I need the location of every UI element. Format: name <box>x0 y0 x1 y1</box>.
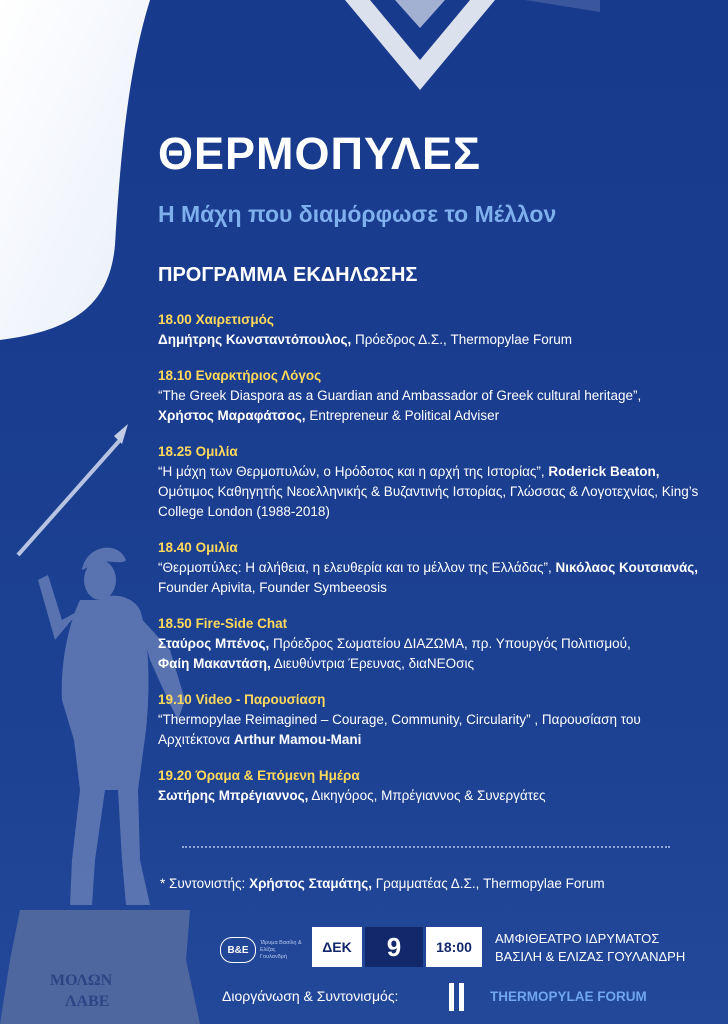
session-speaker-2: Φαίη Μακαντάση, <box>158 656 271 671</box>
chevron-shape-top <box>395 0 445 28</box>
session-quote: “The Greek Diaspora as a Guardian and Ambassador of Greek cultural heritage”, <box>158 388 642 403</box>
session-role: Founder Apivita, Founder Symbeeosis <box>158 580 387 595</box>
session-time: 19.20 <box>158 768 192 783</box>
session-speaker: Νικόλαος Κουτσιανάς, <box>551 560 699 575</box>
session-time: 19.10 <box>158 692 192 707</box>
foundation-logo-icon: Β&Ε <box>220 937 256 963</box>
session-label: Fire-Side Chat <box>195 616 288 631</box>
session-label: Ομιλία <box>195 444 238 459</box>
foundation-logo-text: Ίδρυμα Βασίλη & Ελίζας Γουλανδρή <box>260 939 302 960</box>
goulandris-foundation-logo <box>220 937 302 963</box>
session-speaker: Δημήτρης Κωνσταντόπουλος, <box>158 332 352 347</box>
session-quote: “Η μάχη των Θερμοπυλών, ο Ηρόδοτος και η αρχή της Ιστορίας”, <box>158 464 545 479</box>
session-item <box>158 310 703 350</box>
session-speaker: Σταύρος Μπένος, <box>158 636 270 651</box>
event-title: ΘΕΡΜΟΠΥΛΕΣ <box>158 128 481 179</box>
program-heading: ΠΡΟΓΡΑΜΜΑ ΕΚΔΗΛΩΣΗΣ <box>158 264 418 286</box>
program-list <box>158 310 703 822</box>
session-time: 18.40 <box>158 540 192 555</box>
session-item <box>158 766 703 806</box>
organizer-label: Διοργάνωση & Συντονισμός: <box>222 988 399 1004</box>
moderator-name: Χρήστος Σταμάτης, <box>249 876 372 891</box>
session-label: Χαιρετισμός <box>195 312 274 327</box>
session-item <box>158 538 703 598</box>
session-role: Entrepreneur & Political Adviser <box>305 408 500 423</box>
session-item <box>158 614 703 674</box>
session-item <box>158 366 703 426</box>
thermopylae-forum-logo-icon <box>449 983 465 1011</box>
session-item <box>158 690 703 750</box>
session-time: 18.50 <box>158 616 192 631</box>
session-role: Πρόεδρος Σωματείου ΔΙΑΖΩΜΑ, πρ. Υπουργός Πολιτισμού, <box>269 636 631 651</box>
session-quote: “Thermopylae Reimagined – Courage, Community, Circularity” , Παρουσίαση του Αρχιτέκτονα <box>158 712 641 747</box>
venue-line2: ΒΑΣΙΛΗ & ΕΛΙΖΑΣ ΓΟΥΛΑΝΔΡΗ <box>495 949 686 964</box>
moderator-line <box>160 876 605 891</box>
session-quote: “Θερμοπύλες: Η αλήθεια, η ελευθερία και το μέλλον της Ελλάδας”, <box>158 560 552 575</box>
session-label: Όραμα & Επόμενη Ημέρα <box>195 768 360 783</box>
session-speaker: Σωτήρης Μπρέγιαννος, <box>158 788 309 803</box>
venue <box>495 930 685 966</box>
session-speaker: Χρήστος Μαραφάτσος, <box>158 408 306 423</box>
statue-inscription-line2: ΛΑΒΕ <box>65 993 110 1010</box>
session-role-2: Διευθύντρια Έρευνας, διαΝΕΟσις <box>270 656 475 671</box>
statue-inscription-line1: ΜΟΛΩΝ <box>50 972 113 989</box>
session-time: 18.10 <box>158 368 192 383</box>
dotted-divider <box>182 846 670 848</box>
session-label: Εναρκτήριος Λόγος <box>195 368 322 383</box>
moderator-role: Γραμματέας Δ.Σ., Thermopylae Forum <box>372 876 605 891</box>
organizer-name: THERMOPYLAE FORUM <box>490 989 647 1004</box>
event-subtitle: Η Μάχη που διαμόρφωσε το Μέλλον <box>158 201 557 227</box>
moderator-prefix: * Συντονιστής: <box>160 876 250 891</box>
event-day: 9 <box>365 927 423 967</box>
session-speaker: Arthur Mamou-Mani <box>233 732 362 747</box>
event-month: ΔΕΚ <box>312 927 362 967</box>
session-role: Πρόεδρος Δ.Σ., Thermopylae Forum <box>351 332 573 347</box>
session-time: 18.00 <box>158 312 192 327</box>
session-role: Δικηγόρος, Μπρέγιαννος & Συνεργάτες <box>308 788 546 803</box>
session-item <box>158 442 703 522</box>
session-time: 18.25 <box>158 444 192 459</box>
venue-line1: ΑΜΦΙΘΕΑΤΡΟ ΙΔΡΥΜΑΤΟΣ <box>495 931 660 946</box>
event-time: 18:00 <box>426 927 482 967</box>
session-role: Ομότιμος Καθηγητής Νεοελληνικής & Βυζαντινής Ιστορίας, Γλώσσας & Λογοτεχνίας, King’s College London (1988-2018) <box>158 484 699 519</box>
session-speaker: Roderick Beaton, <box>544 464 660 479</box>
chevron-shape-faint <box>525 0 600 12</box>
session-label: Video - Παρουσίαση <box>195 692 326 707</box>
session-label: Ομιλία <box>195 540 238 555</box>
